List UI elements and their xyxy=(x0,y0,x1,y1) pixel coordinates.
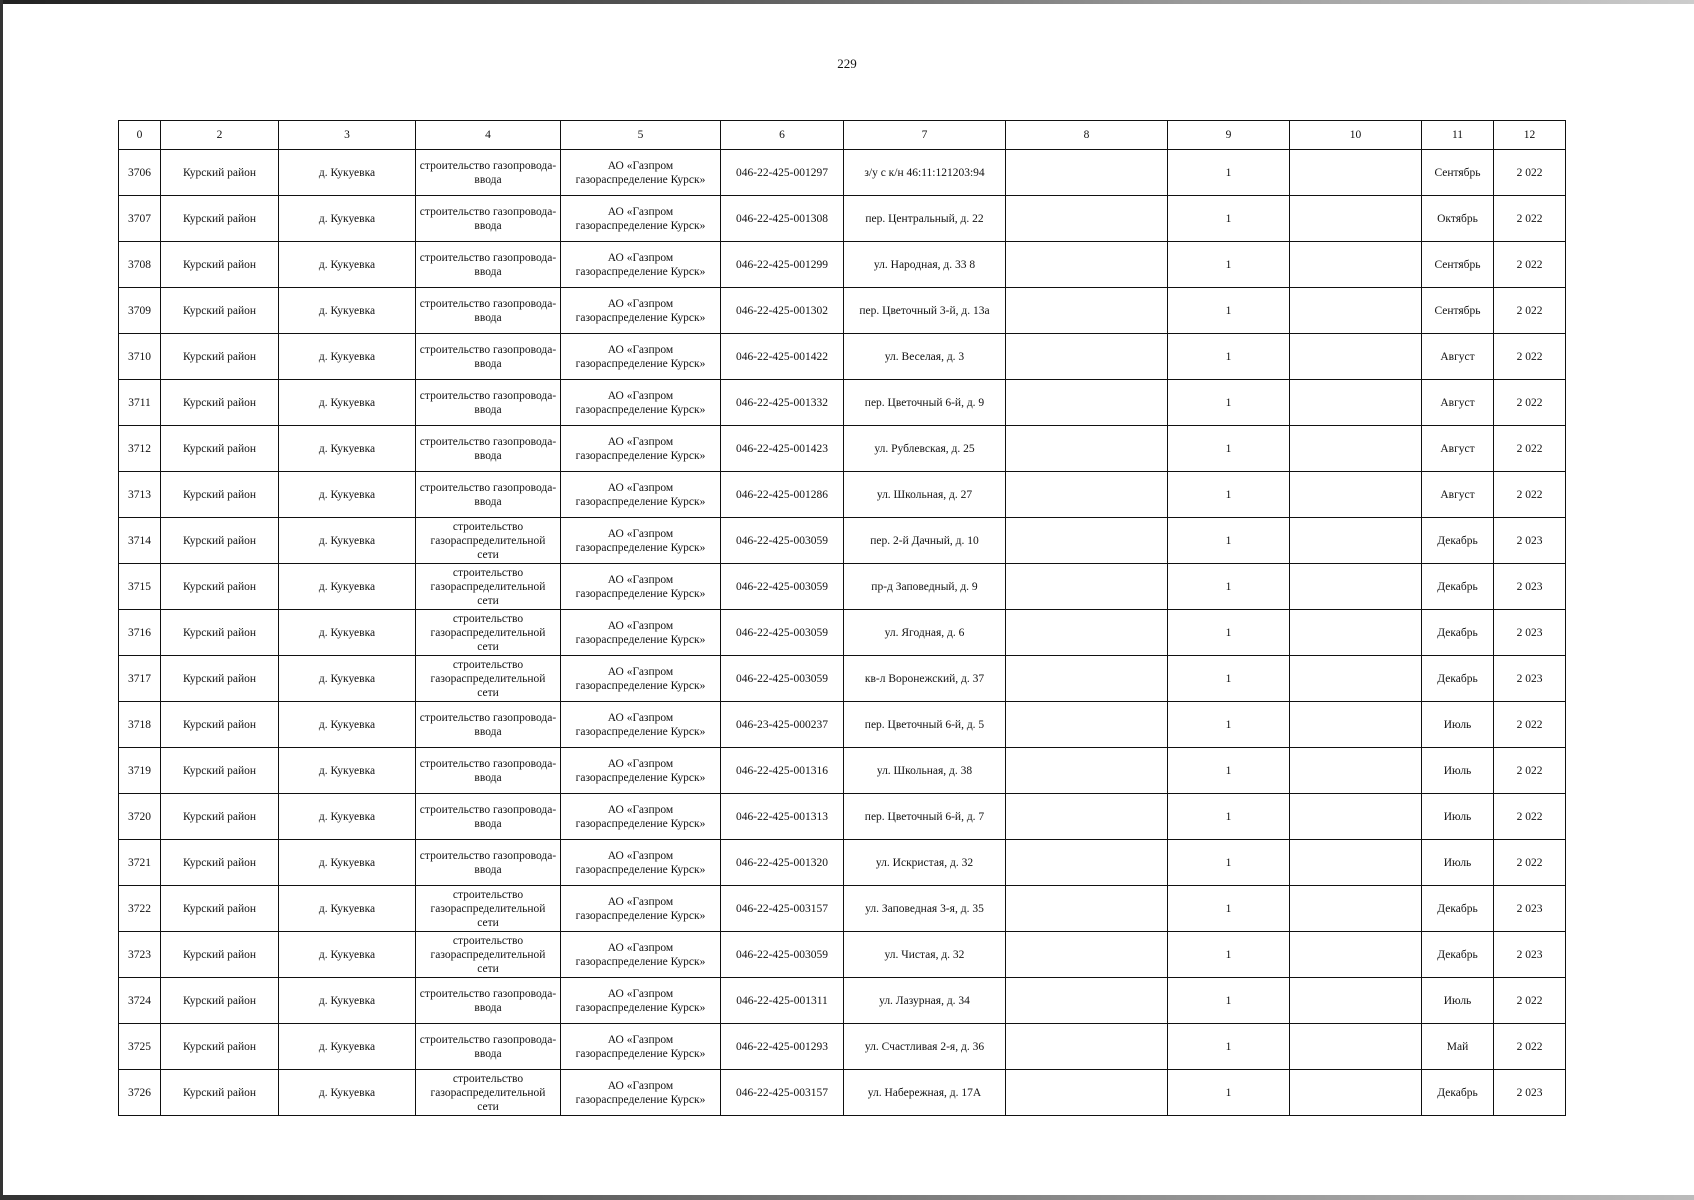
cell-organization: АО «Газпром газораспределение Курск» xyxy=(561,886,721,932)
cell-col9: 1 xyxy=(1168,610,1290,656)
cell-year: 2 022 xyxy=(1494,380,1566,426)
cell-district: Курский район xyxy=(161,840,279,886)
cell-month: Октябрь xyxy=(1422,196,1494,242)
cell-code: 046-22-425-003059 xyxy=(721,518,844,564)
data-table xyxy=(118,120,1566,1116)
cell-col9: 1 xyxy=(1168,840,1290,886)
cell-work-type: строительство газораспределительной сети xyxy=(416,932,561,978)
cell-col10 xyxy=(1290,196,1422,242)
cell-code: 046-22-425-001320 xyxy=(721,840,844,886)
cell-district: Курский район xyxy=(161,748,279,794)
table-row xyxy=(119,1070,1566,1116)
cell-code: 046-22-425-001299 xyxy=(721,242,844,288)
column-header: 5 xyxy=(561,121,721,150)
cell-code: 046-22-425-001316 xyxy=(721,748,844,794)
cell-row-number: 3710 xyxy=(119,334,161,380)
column-header: 3 xyxy=(279,121,416,150)
table-row xyxy=(119,334,1566,380)
cell-month: Август xyxy=(1422,472,1494,518)
scan-edge-bottom xyxy=(0,1195,1694,1200)
cell-settlement: д. Кукуевка xyxy=(279,702,416,748)
cell-organization: АО «Газпром газораспределение Курск» xyxy=(561,472,721,518)
cell-district: Курский район xyxy=(161,794,279,840)
cell-year: 2 023 xyxy=(1494,1070,1566,1116)
cell-col10 xyxy=(1290,932,1422,978)
cell-organization: АО «Газпром газораспределение Курск» xyxy=(561,1070,721,1116)
cell-col9: 1 xyxy=(1168,748,1290,794)
cell-settlement: д. Кукуевка xyxy=(279,334,416,380)
cell-district: Курский район xyxy=(161,1070,279,1116)
table-row xyxy=(119,610,1566,656)
cell-organization: АО «Газпром газораспределение Курск» xyxy=(561,840,721,886)
cell-col9: 1 xyxy=(1168,656,1290,702)
column-header: 11 xyxy=(1422,121,1494,150)
cell-col10 xyxy=(1290,472,1422,518)
column-header: 6 xyxy=(721,121,844,150)
cell-address: ул. Лазурная, д. 34 xyxy=(844,978,1006,1024)
table-row xyxy=(119,472,1566,518)
cell-code: 046-22-425-001297 xyxy=(721,150,844,196)
cell-work-type: строительство газопровода-ввода xyxy=(416,702,561,748)
cell-col9: 1 xyxy=(1168,334,1290,380)
cell-month: Июль xyxy=(1422,794,1494,840)
cell-col9: 1 xyxy=(1168,932,1290,978)
cell-row-number: 3726 xyxy=(119,1070,161,1116)
cell-col8 xyxy=(1006,150,1168,196)
cell-code: 046-22-425-001308 xyxy=(721,196,844,242)
cell-col8 xyxy=(1006,196,1168,242)
cell-code: 046-22-425-001302 xyxy=(721,288,844,334)
cell-col9: 1 xyxy=(1168,794,1290,840)
table-row xyxy=(119,794,1566,840)
cell-settlement: д. Кукуевка xyxy=(279,1024,416,1070)
cell-year: 2 022 xyxy=(1494,794,1566,840)
cell-address: пер. Цветочный 6-й, д. 9 xyxy=(844,380,1006,426)
cell-work-type: строительство газопровода-ввода xyxy=(416,472,561,518)
cell-settlement: д. Кукуевка xyxy=(279,932,416,978)
cell-col9: 1 xyxy=(1168,564,1290,610)
cell-col10 xyxy=(1290,380,1422,426)
cell-settlement: д. Кукуевка xyxy=(279,426,416,472)
cell-col10 xyxy=(1290,794,1422,840)
cell-address: пер. Цветочный 3-й, д. 13а xyxy=(844,288,1006,334)
cell-col8 xyxy=(1006,932,1168,978)
cell-month: Август xyxy=(1422,380,1494,426)
cell-code: 046-22-425-001422 xyxy=(721,334,844,380)
cell-settlement: д. Кукуевка xyxy=(279,1070,416,1116)
cell-col8 xyxy=(1006,472,1168,518)
cell-col9: 1 xyxy=(1168,1024,1290,1070)
cell-month: Сентябрь xyxy=(1422,242,1494,288)
column-header: 4 xyxy=(416,121,561,150)
cell-code: 046-22-425-001332 xyxy=(721,380,844,426)
cell-work-type: строительство газораспределительной сети xyxy=(416,656,561,702)
cell-year: 2 022 xyxy=(1494,1024,1566,1070)
scan-edge-left xyxy=(0,0,3,1200)
cell-row-number: 3723 xyxy=(119,932,161,978)
cell-address: ул. Счастливая 2-я, д. 36 xyxy=(844,1024,1006,1070)
cell-organization: АО «Газпром газораспределение Курск» xyxy=(561,242,721,288)
cell-code: 046-22-425-003059 xyxy=(721,564,844,610)
table-row xyxy=(119,656,1566,702)
cell-address: пер. Центральный, д. 22 xyxy=(844,196,1006,242)
header-row xyxy=(119,121,1566,150)
cell-month: Декабрь xyxy=(1422,610,1494,656)
cell-work-type: строительство газопровода-ввода xyxy=(416,840,561,886)
cell-col8 xyxy=(1006,794,1168,840)
cell-col8 xyxy=(1006,886,1168,932)
cell-month: Май xyxy=(1422,1024,1494,1070)
cell-code: 046-22-425-001311 xyxy=(721,978,844,1024)
column-header: 12 xyxy=(1494,121,1566,150)
cell-col8 xyxy=(1006,748,1168,794)
cell-col8 xyxy=(1006,656,1168,702)
cell-settlement: д. Кукуевка xyxy=(279,886,416,932)
cell-organization: АО «Газпром газораспределение Курск» xyxy=(561,564,721,610)
cell-work-type: строительство газопровода-ввода xyxy=(416,288,561,334)
cell-work-type: строительство газопровода-ввода xyxy=(416,1024,561,1070)
cell-year: 2 022 xyxy=(1494,288,1566,334)
cell-month: Декабрь xyxy=(1422,932,1494,978)
cell-col9: 1 xyxy=(1168,978,1290,1024)
cell-col8 xyxy=(1006,610,1168,656)
cell-row-number: 3717 xyxy=(119,656,161,702)
cell-organization: АО «Газпром газораспределение Курск» xyxy=(561,380,721,426)
table-row xyxy=(119,288,1566,334)
cell-year: 2 022 xyxy=(1494,334,1566,380)
cell-col8 xyxy=(1006,1070,1168,1116)
cell-district: Курский район xyxy=(161,610,279,656)
cell-col10 xyxy=(1290,610,1422,656)
table-row xyxy=(119,564,1566,610)
cell-month: Декабрь xyxy=(1422,656,1494,702)
cell-row-number: 3714 xyxy=(119,518,161,564)
cell-year: 2 023 xyxy=(1494,518,1566,564)
cell-organization: АО «Газпром газораспределение Курск» xyxy=(561,702,721,748)
cell-settlement: д. Кукуевка xyxy=(279,196,416,242)
cell-district: Курский район xyxy=(161,426,279,472)
column-header: 8 xyxy=(1006,121,1168,150)
cell-col9: 1 xyxy=(1168,150,1290,196)
cell-col8 xyxy=(1006,702,1168,748)
table-row xyxy=(119,840,1566,886)
cell-row-number: 3711 xyxy=(119,380,161,426)
table-header xyxy=(119,121,1566,150)
cell-organization: АО «Газпром газораспределение Курск» xyxy=(561,288,721,334)
cell-col8 xyxy=(1006,564,1168,610)
cell-work-type: строительство газопровода-ввода xyxy=(416,748,561,794)
cell-organization: АО «Газпром газораспределение Курск» xyxy=(561,334,721,380)
cell-work-type: строительство газопровода-ввода xyxy=(416,426,561,472)
cell-row-number: 3725 xyxy=(119,1024,161,1070)
cell-col10 xyxy=(1290,426,1422,472)
cell-address: ул. Искристая, д. 32 xyxy=(844,840,1006,886)
cell-work-type: строительство газораспределительной сети xyxy=(416,610,561,656)
cell-month: Июль xyxy=(1422,978,1494,1024)
cell-address: пер. Цветочный 6-й, д. 7 xyxy=(844,794,1006,840)
cell-row-number: 3721 xyxy=(119,840,161,886)
cell-district: Курский район xyxy=(161,656,279,702)
cell-code: 046-22-425-003059 xyxy=(721,656,844,702)
cell-col9: 1 xyxy=(1168,288,1290,334)
cell-row-number: 3719 xyxy=(119,748,161,794)
cell-col9: 1 xyxy=(1168,472,1290,518)
cell-col8 xyxy=(1006,518,1168,564)
cell-col10 xyxy=(1290,748,1422,794)
column-header: 10 xyxy=(1290,121,1422,150)
cell-address: пер. Цветочный 6-й, д. 5 xyxy=(844,702,1006,748)
cell-col9: 1 xyxy=(1168,702,1290,748)
cell-code: 046-22-425-003059 xyxy=(721,610,844,656)
cell-organization: АО «Газпром газораспределение Курск» xyxy=(561,196,721,242)
table-row xyxy=(119,196,1566,242)
cell-year: 2 023 xyxy=(1494,932,1566,978)
cell-col10 xyxy=(1290,886,1422,932)
cell-year: 2 022 xyxy=(1494,242,1566,288)
cell-year: 2 022 xyxy=(1494,426,1566,472)
cell-work-type: строительство газораспределительной сети xyxy=(416,1070,561,1116)
cell-settlement: д. Кукуевка xyxy=(279,518,416,564)
cell-col10 xyxy=(1290,656,1422,702)
cell-code: 046-22-425-001313 xyxy=(721,794,844,840)
table-row xyxy=(119,702,1566,748)
table-row xyxy=(119,150,1566,196)
cell-address: ул. Народная, д. 33 8 xyxy=(844,242,1006,288)
cell-year: 2 023 xyxy=(1494,564,1566,610)
cell-address: кв-л Воронежский, д. 37 xyxy=(844,656,1006,702)
cell-organization: АО «Газпром газораспределение Курск» xyxy=(561,656,721,702)
cell-row-number: 3708 xyxy=(119,242,161,288)
cell-year: 2 022 xyxy=(1494,196,1566,242)
cell-settlement: д. Кукуевка xyxy=(279,978,416,1024)
cell-code: 046-23-425-000237 xyxy=(721,702,844,748)
cell-col10 xyxy=(1290,702,1422,748)
cell-month: Декабрь xyxy=(1422,1070,1494,1116)
cell-organization: АО «Газпром газораспределение Курск» xyxy=(561,932,721,978)
page-number: 229 xyxy=(837,56,857,71)
cell-code: 046-22-425-001286 xyxy=(721,472,844,518)
cell-address: ул. Школьная, д. 27 xyxy=(844,472,1006,518)
table-row xyxy=(119,380,1566,426)
cell-work-type: строительство газопровода-ввода xyxy=(416,794,561,840)
cell-col8 xyxy=(1006,1024,1168,1070)
table-row xyxy=(119,426,1566,472)
cell-year: 2 022 xyxy=(1494,840,1566,886)
table-row xyxy=(119,518,1566,564)
cell-month: Декабрь xyxy=(1422,518,1494,564)
scan-edge-top xyxy=(0,0,1694,4)
cell-year: 2 023 xyxy=(1494,886,1566,932)
cell-work-type: строительство газопровода-ввода xyxy=(416,242,561,288)
cell-address: ул. Заповедная 3-я, д. 35 xyxy=(844,886,1006,932)
cell-organization: АО «Газпром газораспределение Курск» xyxy=(561,978,721,1024)
cell-col10 xyxy=(1290,840,1422,886)
cell-address: з/у с к/н 46:11:121203:94 xyxy=(844,150,1006,196)
table-row xyxy=(119,748,1566,794)
cell-code: 046-22-425-003157 xyxy=(721,886,844,932)
cell-address: пр-д Заповедный, д. 9 xyxy=(844,564,1006,610)
cell-row-number: 3720 xyxy=(119,794,161,840)
cell-col8 xyxy=(1006,242,1168,288)
cell-district: Курский район xyxy=(161,288,279,334)
cell-settlement: д. Кукуевка xyxy=(279,656,416,702)
cell-work-type: строительство газопровода-ввода xyxy=(416,150,561,196)
cell-col10 xyxy=(1290,564,1422,610)
cell-col8 xyxy=(1006,426,1168,472)
cell-row-number: 3709 xyxy=(119,288,161,334)
cell-col9: 1 xyxy=(1168,1070,1290,1116)
cell-district: Курский район xyxy=(161,196,279,242)
cell-settlement: д. Кукуевка xyxy=(279,748,416,794)
cell-address: ул. Рублевская, д. 25 xyxy=(844,426,1006,472)
cell-organization: АО «Газпром газораспределение Курск» xyxy=(561,1024,721,1070)
cell-code: 046-22-425-003157 xyxy=(721,1070,844,1116)
cell-col8 xyxy=(1006,288,1168,334)
cell-row-number: 3724 xyxy=(119,978,161,1024)
cell-col10 xyxy=(1290,288,1422,334)
table-row xyxy=(119,1024,1566,1070)
cell-row-number: 3722 xyxy=(119,886,161,932)
cell-month: Декабрь xyxy=(1422,886,1494,932)
cell-code: 046-22-425-001423 xyxy=(721,426,844,472)
cell-year: 2 023 xyxy=(1494,610,1566,656)
cell-address: ул. Веселая, д. 3 xyxy=(844,334,1006,380)
table-body xyxy=(119,150,1566,1116)
cell-row-number: 3712 xyxy=(119,426,161,472)
cell-district: Курский район xyxy=(161,518,279,564)
cell-district: Курский район xyxy=(161,380,279,426)
cell-col9: 1 xyxy=(1168,196,1290,242)
cell-col8 xyxy=(1006,840,1168,886)
cell-work-type: строительство газопровода-ввода xyxy=(416,978,561,1024)
cell-settlement: д. Кукуевка xyxy=(279,150,416,196)
cell-col10 xyxy=(1290,518,1422,564)
cell-settlement: д. Кукуевка xyxy=(279,564,416,610)
cell-district: Курский район xyxy=(161,932,279,978)
cell-month: Август xyxy=(1422,426,1494,472)
cell-work-type: строительство газораспределительной сети xyxy=(416,518,561,564)
cell-address: ул. Набережная, д. 17А xyxy=(844,1070,1006,1116)
cell-year: 2 023 xyxy=(1494,656,1566,702)
cell-district: Курский район xyxy=(161,334,279,380)
cell-district: Курский район xyxy=(161,472,279,518)
cell-month: Декабрь xyxy=(1422,564,1494,610)
cell-district: Курский район xyxy=(161,978,279,1024)
cell-month: Июль xyxy=(1422,702,1494,748)
cell-organization: АО «Газпром газораспределение Курск» xyxy=(561,518,721,564)
cell-organization: АО «Газпром газораспределение Курск» xyxy=(561,748,721,794)
cell-code: 046-22-425-003059 xyxy=(721,932,844,978)
cell-row-number: 3715 xyxy=(119,564,161,610)
cell-col10 xyxy=(1290,978,1422,1024)
cell-year: 2 022 xyxy=(1494,748,1566,794)
cell-work-type: строительство газопровода-ввода xyxy=(416,196,561,242)
cell-year: 2 022 xyxy=(1494,702,1566,748)
cell-district: Курский район xyxy=(161,1024,279,1070)
cell-col9: 1 xyxy=(1168,242,1290,288)
cell-col10 xyxy=(1290,150,1422,196)
cell-address: пер. 2-й Дачный, д. 10 xyxy=(844,518,1006,564)
cell-settlement: д. Кукуевка xyxy=(279,288,416,334)
cell-col9: 1 xyxy=(1168,518,1290,564)
cell-address: ул. Школьная, д. 38 xyxy=(844,748,1006,794)
cell-col9: 1 xyxy=(1168,886,1290,932)
cell-col8 xyxy=(1006,334,1168,380)
cell-row-number: 3706 xyxy=(119,150,161,196)
cell-row-number: 3718 xyxy=(119,702,161,748)
cell-month: Июль xyxy=(1422,748,1494,794)
cell-month: Июль xyxy=(1422,840,1494,886)
cell-settlement: д. Кукуевка xyxy=(279,242,416,288)
cell-row-number: 3716 xyxy=(119,610,161,656)
cell-address: ул. Чистая, д. 32 xyxy=(844,932,1006,978)
cell-district: Курский район xyxy=(161,702,279,748)
cell-col10 xyxy=(1290,242,1422,288)
cell-work-type: строительство газораспределительной сети xyxy=(416,564,561,610)
cell-col8 xyxy=(1006,978,1168,1024)
cell-code: 046-22-425-001293 xyxy=(721,1024,844,1070)
cell-address: ул. Ягодная, д. 6 xyxy=(844,610,1006,656)
table-row xyxy=(119,978,1566,1024)
cell-month: Август xyxy=(1422,334,1494,380)
cell-year: 2 022 xyxy=(1494,978,1566,1024)
cell-organization: АО «Газпром газораспределение Курск» xyxy=(561,150,721,196)
cell-row-number: 3707 xyxy=(119,196,161,242)
cell-settlement: д. Кукуевка xyxy=(279,840,416,886)
cell-organization: АО «Газпром газораспределение Курск» xyxy=(561,426,721,472)
cell-district: Курский район xyxy=(161,242,279,288)
cell-organization: АО «Газпром газораспределение Курск» xyxy=(561,794,721,840)
cell-settlement: д. Кукуевка xyxy=(279,380,416,426)
cell-work-type: строительство газопровода-ввода xyxy=(416,334,561,380)
cell-settlement: д. Кукуевка xyxy=(279,610,416,656)
cell-settlement: д. Кукуевка xyxy=(279,472,416,518)
cell-month: Сентябрь xyxy=(1422,288,1494,334)
table-row xyxy=(119,932,1566,978)
cell-month: Сентябрь xyxy=(1422,150,1494,196)
cell-district: Курский район xyxy=(161,886,279,932)
cell-settlement: д. Кукуевка xyxy=(279,794,416,840)
cell-year: 2 022 xyxy=(1494,150,1566,196)
cell-work-type: строительство газораспределительной сети xyxy=(416,886,561,932)
cell-year: 2 022 xyxy=(1494,472,1566,518)
table-row xyxy=(119,242,1566,288)
column-header: 2 xyxy=(161,121,279,150)
cell-district: Курский район xyxy=(161,150,279,196)
cell-work-type: строительство газопровода-ввода xyxy=(416,380,561,426)
cell-district: Курский район xyxy=(161,564,279,610)
cell-col10 xyxy=(1290,334,1422,380)
cell-row-number: 3713 xyxy=(119,472,161,518)
column-header: 7 xyxy=(844,121,1006,150)
cell-col10 xyxy=(1290,1024,1422,1070)
column-header: 9 xyxy=(1168,121,1290,150)
cell-col9: 1 xyxy=(1168,426,1290,472)
cell-col9: 1 xyxy=(1168,380,1290,426)
cell-organization: АО «Газпром газораспределение Курск» xyxy=(561,610,721,656)
cell-col10 xyxy=(1290,1070,1422,1116)
cell-col8 xyxy=(1006,380,1168,426)
table-row xyxy=(119,886,1566,932)
column-header: 0 xyxy=(119,121,161,150)
